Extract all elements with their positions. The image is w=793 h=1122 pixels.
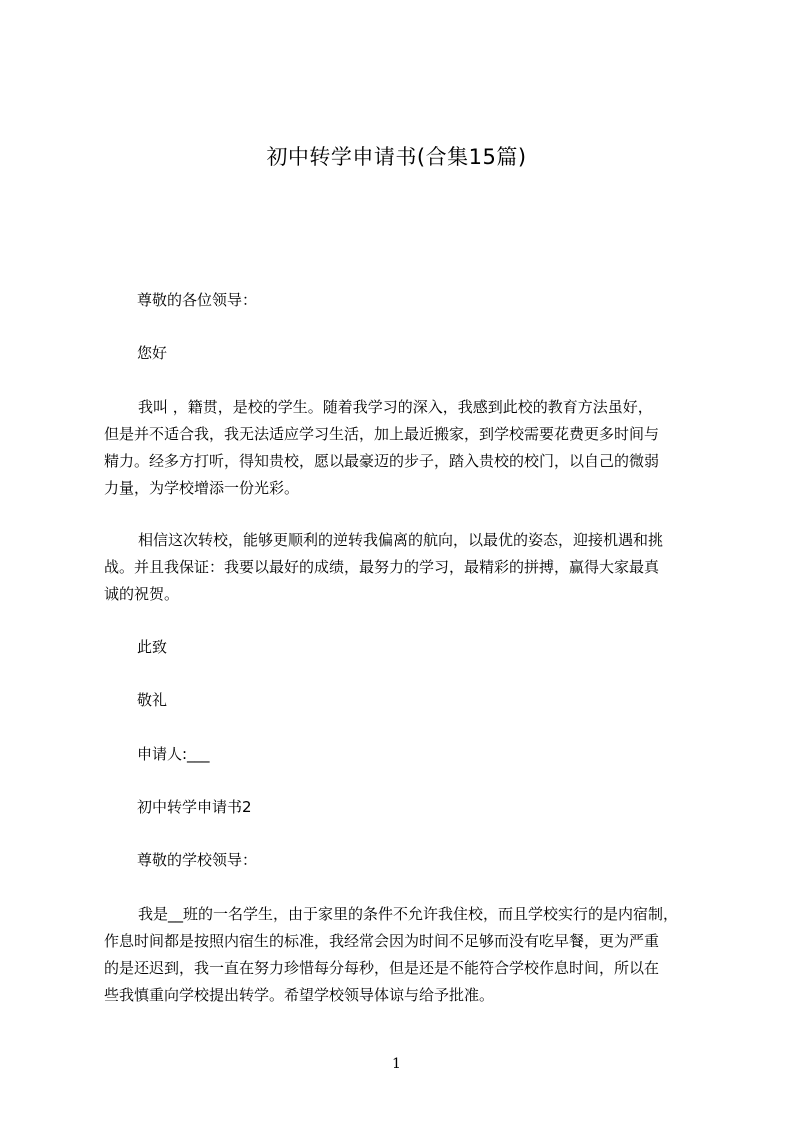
paragraph-line: 我叫 ，籍贯，是校的学生。随着我学习的深入，我感到此校的教育方法虽好，	[138, 398, 653, 416]
paragraph	[104, 394, 704, 502]
paragraph-line: 诚的祝贺。	[104, 585, 180, 603]
paragraph-line: 力量，为学校增添一份光彩。	[104, 479, 300, 497]
paragraph-line: 作息时间都是按照内宿生的标准，我经常会因为时间不足够而没有吃早餐，更为严重	[104, 932, 660, 950]
page-number: 1	[392, 1056, 401, 1072]
closing-line: 敬礼	[137, 691, 168, 709]
applicant-line: 申请人:___	[137, 745, 210, 763]
paragraph	[104, 901, 704, 1009]
document-title: 初中转学申请书(合集15篇)	[266, 145, 527, 169]
closing-line: 此致	[137, 638, 168, 656]
greeting: 您好	[137, 344, 168, 362]
paragraph-line: 但是并不适合我，我无法适应学习生活，加上最近搬家，到学校需要花费更多时间与	[104, 425, 660, 443]
salutation: 尊敬的各位领导：	[137, 291, 258, 309]
paragraph-line: 战。并且我保证：我要以最好的成绩，最努力的学习，最精彩的拼搏，赢得大家最真	[104, 558, 660, 576]
paragraph-line: 相信这次转校，能够更顺利的逆转我偏离的航向，以最优的姿态，迎接机遇和挑	[138, 531, 664, 549]
salutation: 尊敬的学校领导：	[137, 851, 258, 869]
paragraph	[104, 527, 704, 608]
section-heading: 初中转学申请书2	[137, 798, 252, 816]
paragraph-line: 精力。经多方打听，得知贵校，愿以最豪迈的步子，踏入贵校的校门，以自己的微弱	[104, 452, 660, 470]
paragraph-line: 的是还迟到，我一直在努力珍惜每分每秒，但是还是不能符合学校作息时间，所以在	[104, 959, 660, 977]
paragraph-line: 些我慎重向学校提出转学。希望学校领导体谅与给予批准。	[104, 986, 495, 1004]
paragraph-line: 我是__班的一名学生，由于家里的条件不允许我住校，而且学校实行的是内宿制，	[138, 905, 679, 923]
